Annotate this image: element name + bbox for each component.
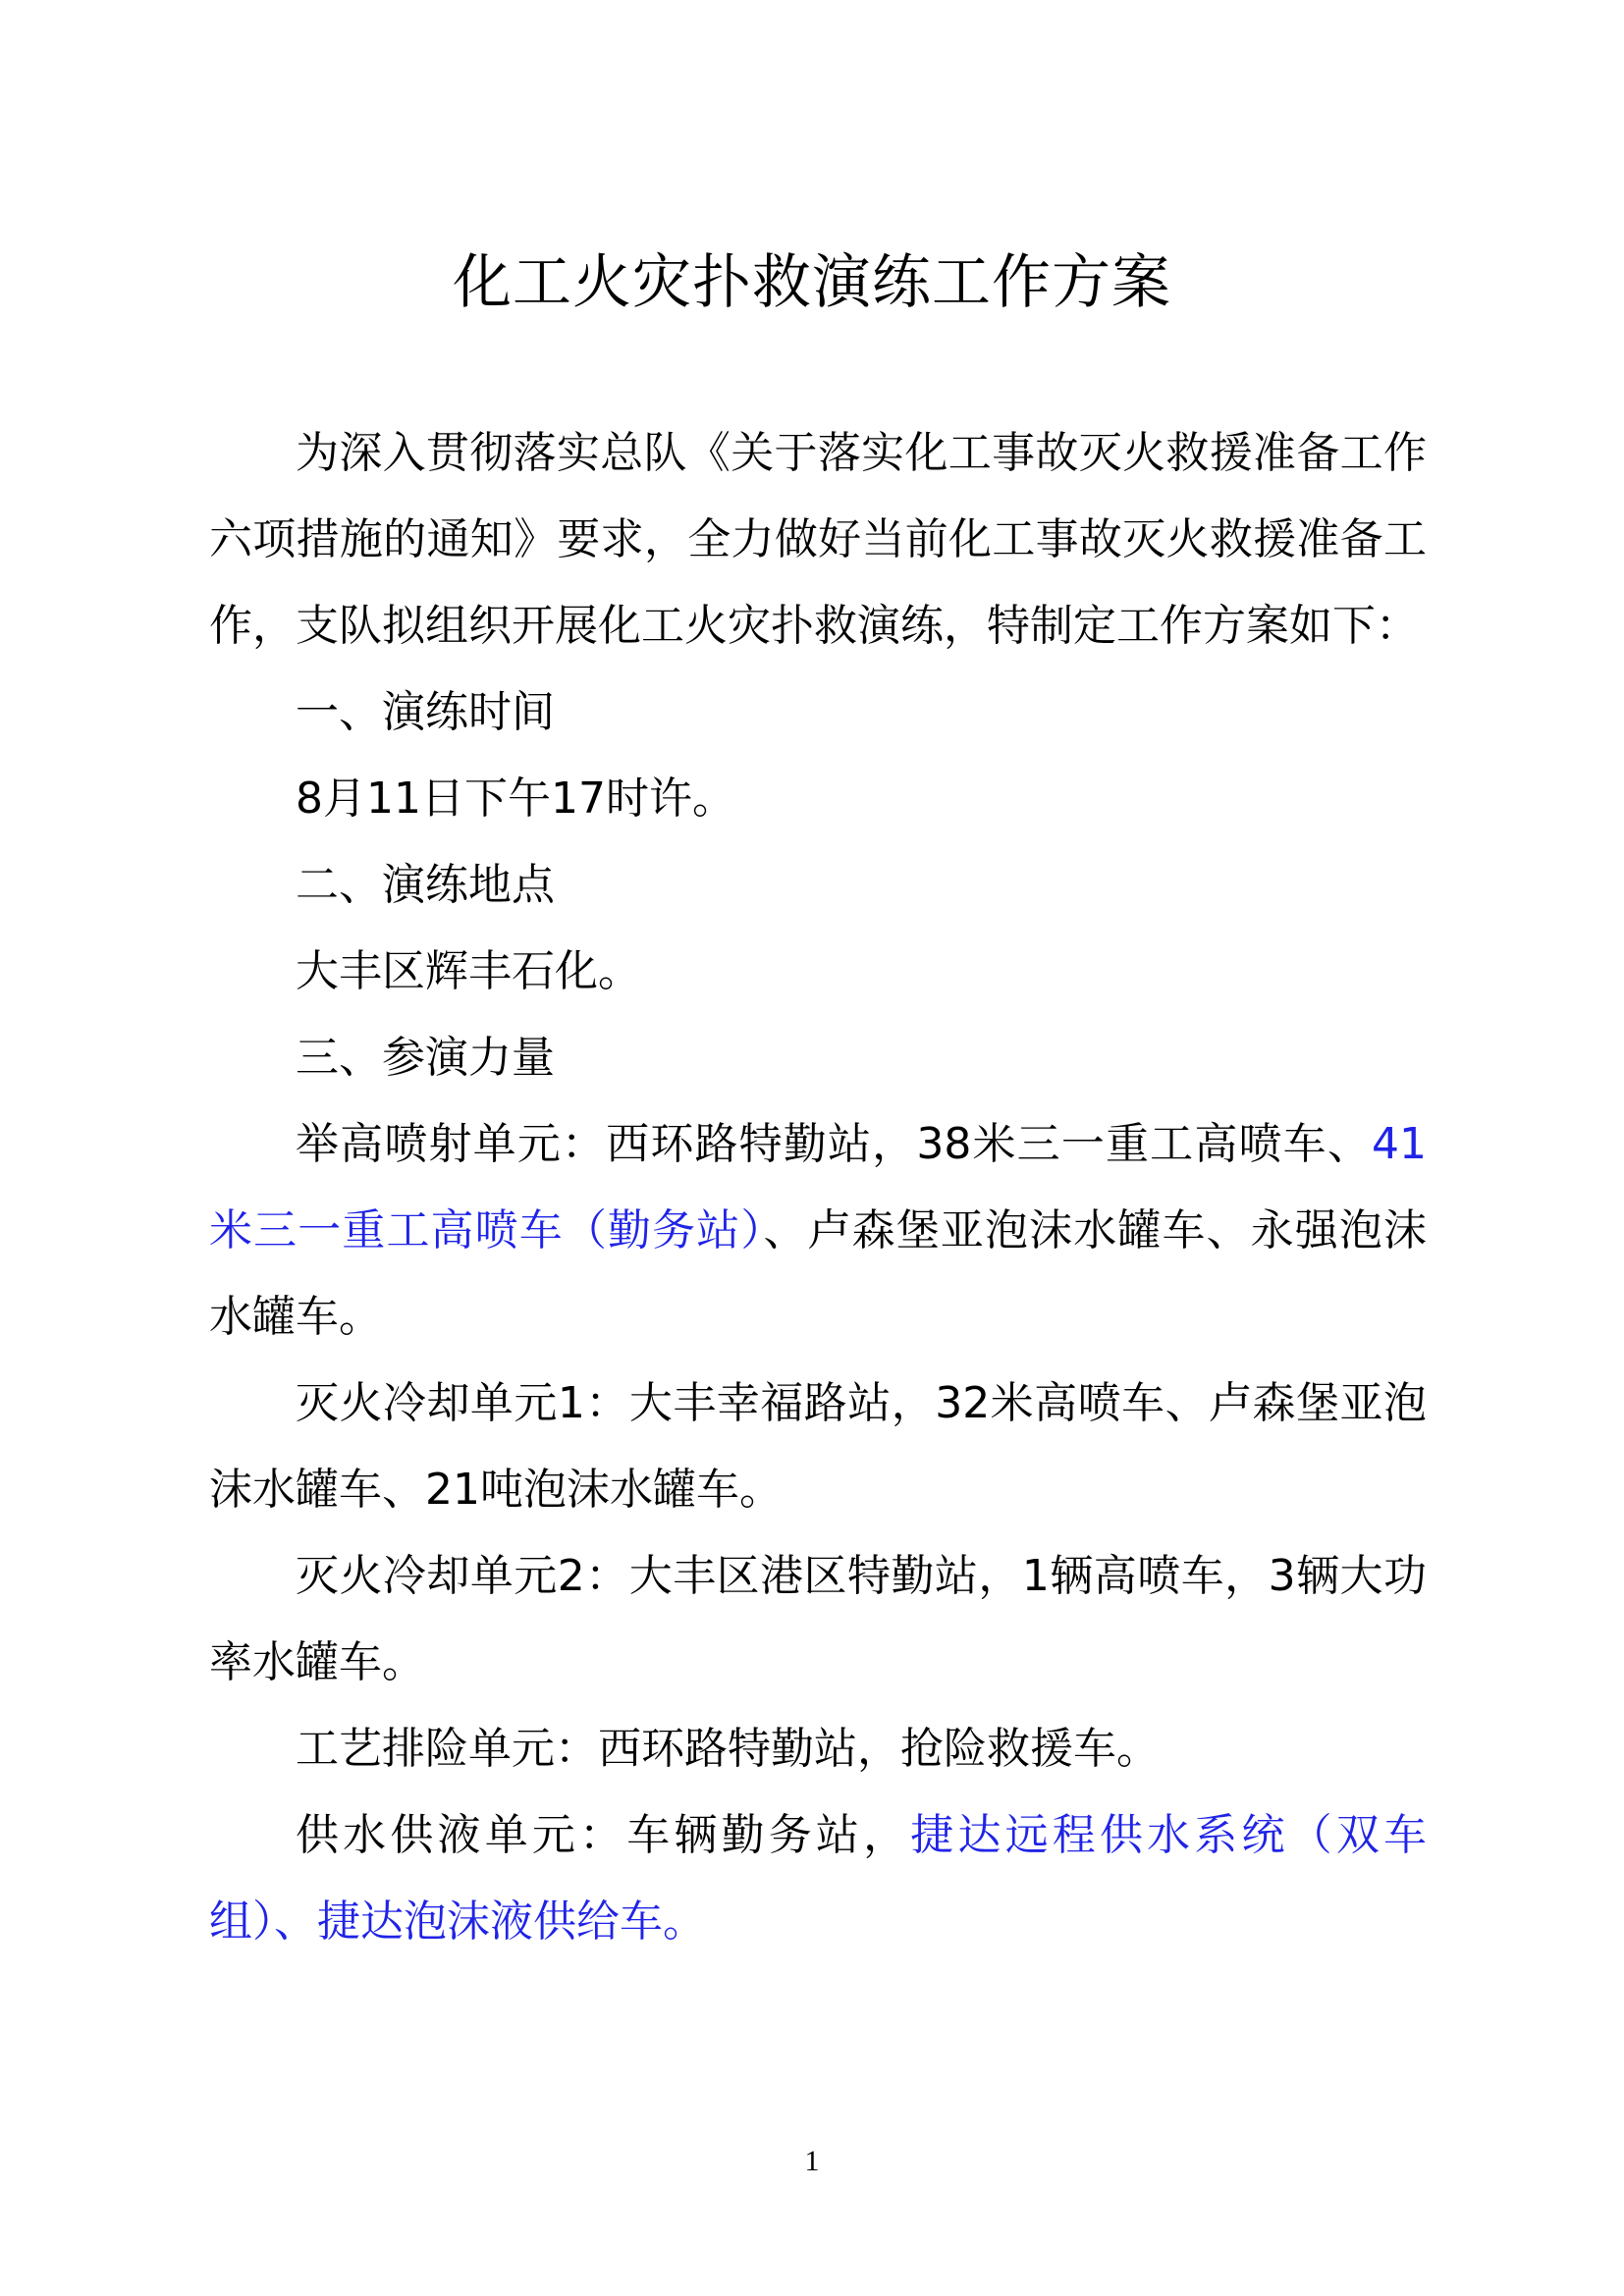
document-title: 化工火灾扑救演练工作方案	[453, 248, 1171, 317]
unit-aerial-text-1: 举高喷射单元：西环路特勤站，38米三一重工高喷车、	[296, 1119, 1372, 1169]
unit-aerial-paragraph	[209, 1101, 1427, 1361]
unit-aerial-text-2: 、卢森堡亚泡沫水罐车、永强泡沫水罐车。	[209, 1205, 1428, 1342]
unit-cooling-2-paragraph: 灭火冷却单元2：大丰区港区特勤站，1辆高喷车，3辆大功率水罐车。	[209, 1551, 1427, 1687]
intro-paragraph: 为深入贯彻落实总队《关于落实化工事故灭火救援准备工作六项措施的通知》要求，全力做好当前化工事故灭火救援准备工作，支队拟组织开展化工火灾扑救演练，特制定工作方案如下：	[209, 428, 1427, 651]
section-text-place: 大丰区辉丰石化。	[296, 946, 641, 996]
unit-supply-text: 供水供液单元：车辆勤务站，	[296, 1810, 911, 1860]
unit-process-paragraph: 工艺排险单元：西环路特勤站，抢险救援车。	[296, 1724, 1160, 1774]
unit-cooling-1-paragraph: 灭火冷却单元1：大丰幸福路站，32米高喷车、卢森堡亚泡沫水罐车、21吨泡沫水罐车。	[209, 1378, 1427, 1515]
unit-aerial-highlight: 41米三一重工高喷车（勤务站）	[209, 1119, 1427, 1255]
unit-supply-highlight: 捷达远程供水系统（双车组）、捷达泡沫液供给车。	[209, 1810, 1428, 1947]
section-heading-time: 一、演练时间	[296, 687, 555, 737]
section-text-time: 8月11日下午17时许。	[296, 774, 735, 824]
section-heading-place: 二、演练地点	[296, 860, 555, 910]
unit-supply-paragraph	[209, 1792, 1427, 1965]
section-heading-forces: 三、参演力量	[296, 1033, 555, 1083]
page-number: 1	[804, 2145, 820, 2177]
document-body	[209, 410, 1427, 1965]
